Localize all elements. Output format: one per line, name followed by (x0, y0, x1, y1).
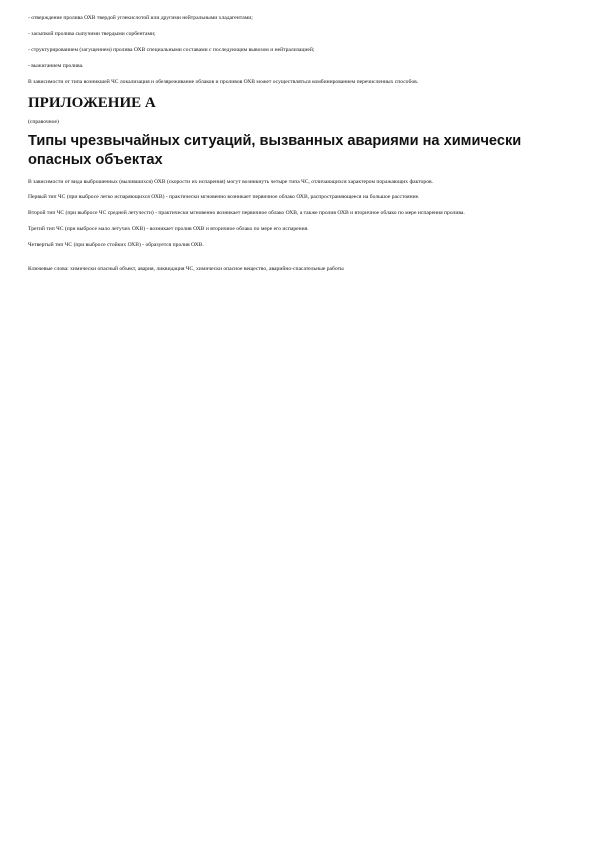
spacer (28, 257, 568, 265)
appendix-heading: ПРИЛОЖЕНИЕ А (28, 94, 156, 111)
list-item-solid-coolant: - отверждение пролива ОХВ твердой углекислотой или другими нейтральными хладагентами; (28, 15, 253, 21)
document-page (28, 14, 568, 281)
list-item-sorbents: - засыпкой пролива сыпучими твердыми сорбентами; (28, 30, 156, 37)
body-paragraph-type-3: Третий тип ЧС (при выбросе мало летучих ОХВ) - возникает пролив ОХВ и вторичное облако по мере его испарения. (28, 226, 309, 233)
appendix-note: (справочное) (28, 118, 59, 125)
body-paragraph-intro: В зависимости от вида выброшенных (вылившихся) ОХВ (скорости их испарения) могут возникнуть четыре типа ЧС, отличающихся характером поражающих факторов. (28, 178, 434, 185)
body-paragraph-type-2: Второй тип ЧС (при выбросе ЧС средней летучести) - практически мгновенно возникает первичное облако ОХВ, а также пролив ОХВ и вторичное облако по мере испарения пролива. (28, 210, 465, 217)
appendix-title: Типы чрезвычайных ситуаций, вызванных авариями на химически опасных объектах (28, 132, 522, 168)
list-item-thickening: - структурированием (загущением) пролива ОХВ специальными составами с последующим вывозом и нейтрализацией; (28, 46, 315, 53)
intro-paragraph: В зависимости от типа возникшей ЧС локализация и обезвреживание облаков и проливов ОХВ может осуществляться комбинированием перечисленных способов. (28, 78, 419, 85)
list-item-burning: - выжиганием пролива. (28, 62, 84, 69)
body-paragraph-type-4: Четвертый тип ЧС (при выбросе стойких ОХВ) - образуется пролив ОХВ. (28, 242, 204, 249)
keywords: Ключевые слова: химически опасный объект, авария, ликвидация ЧС, химически опасное вещество, аварийно-спасательные работы (28, 266, 344, 273)
body-paragraph-type-1: Первый тип ЧС (при выбросе легко испаряющихся ОХВ) - практически мгновенно возникает первичное облако ОХВ, распространяющееся на большое расстояние. (28, 194, 420, 201)
